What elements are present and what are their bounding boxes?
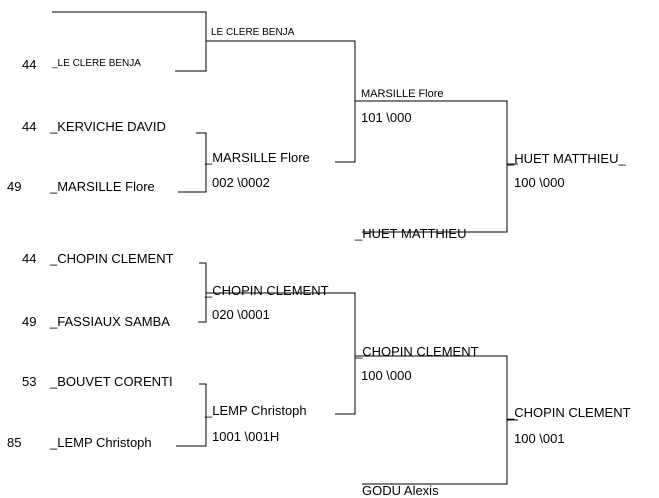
match-winner: _MARSILLE Flore: [205, 150, 310, 165]
match-score: 1001 \001H: [212, 429, 280, 444]
entrant-name: _MARSILLE Flore: [50, 179, 155, 194]
match-score: 100 \001: [514, 431, 565, 446]
seed-label: 44: [22, 251, 37, 266]
match-winner: MARSILLE Flore: [361, 88, 444, 100]
match-score: 101 \000: [361, 110, 412, 125]
match-winner: _HUET MATTHIEU_: [507, 151, 626, 166]
bracket-line: [178, 133, 206, 192]
match-winner: _HUET MATTHIEU: [355, 226, 467, 241]
match-winner: GODU Alexis: [362, 483, 439, 498]
match-winner: _CHOPIN CLEMENT: [507, 405, 631, 420]
match-score: 020 \0001: [212, 307, 270, 322]
match-score: 100 \000: [361, 368, 412, 383]
match-winner: LE CLERE BENJA: [211, 27, 295, 38]
seed-label: 49: [22, 314, 37, 329]
bracket-line: [176, 384, 206, 446]
seed-label: 44: [22, 57, 37, 72]
entrant-name: _LE CLERE BENJA: [52, 58, 141, 69]
match-winner: _CHOPIN CLEMENT: [355, 344, 479, 359]
entrant-name: _FASSIAUX SAMBA: [50, 314, 170, 329]
match-winner: _CHOPIN CLEMENT: [205, 283, 329, 298]
seed-label: 49: [7, 179, 22, 194]
match-score: 002 \0002: [212, 175, 270, 190]
match-winner: _LEMP Christoph: [205, 403, 307, 418]
match-score: 100 \000: [514, 175, 565, 190]
entrant-name: _LEMP Christoph: [50, 435, 152, 450]
seed-label: 53: [22, 374, 37, 389]
entrant-name: _BOUVET CORENTI: [50, 374, 173, 389]
seed-label: 85: [7, 435, 22, 450]
bracket-line: [205, 41, 355, 165]
seed-label: 44: [22, 119, 37, 134]
entrant-name: _KERVICHE DAVID: [50, 119, 166, 134]
entrant-name: _CHOPIN CLEMENT: [50, 251, 174, 266]
